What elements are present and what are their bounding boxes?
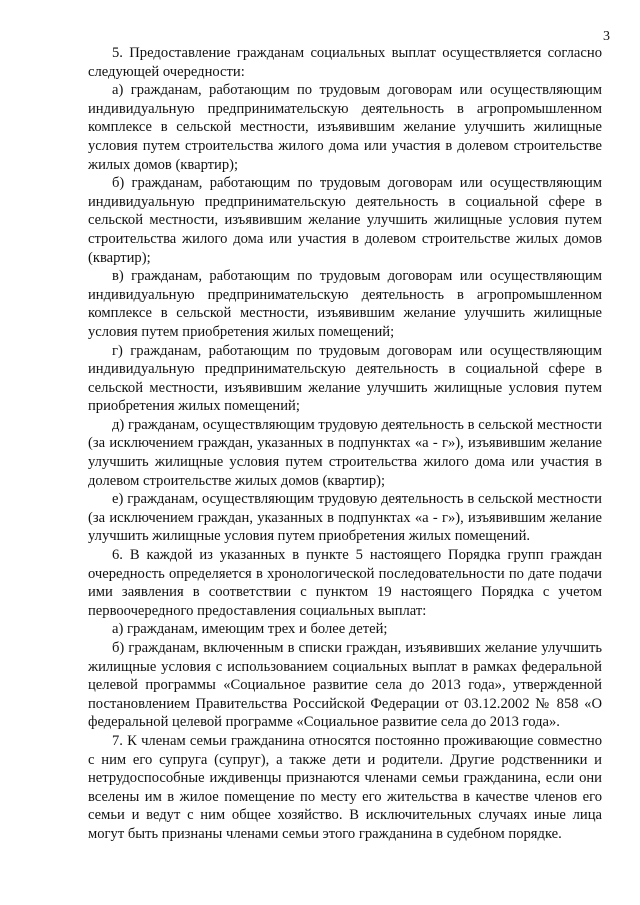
paragraph-6: 6. В каждой из указанных в пункте 5 настоящего Порядка групп граждан очередность определяется в хронологической последовательности по дате подачи ими заявления в соответствии с пунктом 19 настоящего Порядка с учетом первоочередного предоставления социальных выплат: [88, 547, 602, 619]
paragraph-7: 7. К членам семьи гражданина относятся постоянно проживающие совместно с ним его супруга (супруг), а также дети и родители. Другие родственники и нетрудоспособные иждивенцы признаются членами семьи гражданина, если они вселены им в жилое помещение по месту его жительства в качестве членов его семьи и ведут с ним общее хозяйство. В исключительных случаях иные лица могут быть признаны членами семьи этого гражданина в судебном порядке. [88, 732, 602, 842]
document-body [88, 44, 602, 844]
paragraph-5e: е) гражданам, осуществляющим трудовую деятельность в сельской местности (за исключением граждан, указанных в подпунктах «а - г»), изъявившим желание улучшить жилищные условия путем приобретения жилых помещений. [88, 491, 602, 545]
page-number: 3 [603, 29, 610, 44]
paragraph-5d: д) гражданам, осуществляющим трудовую деятельность в сельской местности (за исключением граждан, указанных в подпунктах «а - г»), изъявившим желание улучшить жилищные условия путем строительства жилого дома или участия в долевом строительстве жилых домов (квартир); [88, 416, 602, 489]
paragraph-6b: б) гражданам, включенным в списки граждан, изъявивших желание улучшить жилищные условия с использованием социальных выплат в рамках федеральной целевой программы «Социальное развитие села до 2013 года», утвержденной постановлением Правительства Российской Федерации от 03.12.2002 № 858 «О федеральной целевой программе «Социальное развитие села до 2013 года». [88, 640, 602, 731]
paragraph-6a: а) гражданам, имеющим трех и более детей; [112, 621, 388, 638]
paragraph-5: 5. Предоставление гражданам социальных выплат осуществляется согласно следующей очередности: [88, 45, 602, 80]
paragraph-5a: а) гражданам, работающим по трудовым договорам или осуществляющим индивидуальную предпринимательскую деятельность в агропромышленном комплексе в сельской местности, изъявившим желание улучшить жилищные условия путем строительства жилого дома или участия в долевом строительстве жилых домов (квартир); [88, 82, 602, 173]
paragraph-5v: в) гражданам, работающим по трудовым договорам или осуществляющим индивидуальную предпринимательскую деятельность в агропромышленном комплексе в сельской местности, изъявившим желание улучшить жилищные условия путем приобретения жилых помещений; [88, 268, 602, 340]
paragraph-5g: г) гражданам, работающим по трудовым договорам или осуществляющим индивидуальную предпринимательскую деятельность в социальной сфере в сельской местности, изъявившим желание улучшить жилищные условия путем приобретения жилых помещений; [88, 342, 602, 415]
paragraph-5b: б) гражданам, работающим по трудовым договорам или осуществляющим индивидуальную предпринимательскую деятельность в социальной сфере в сельской местности, изъявившим желание улучшить жилищные условия путем строительства жилого дома или участия в долевом строительстве жилых домов (квартир); [88, 175, 602, 266]
